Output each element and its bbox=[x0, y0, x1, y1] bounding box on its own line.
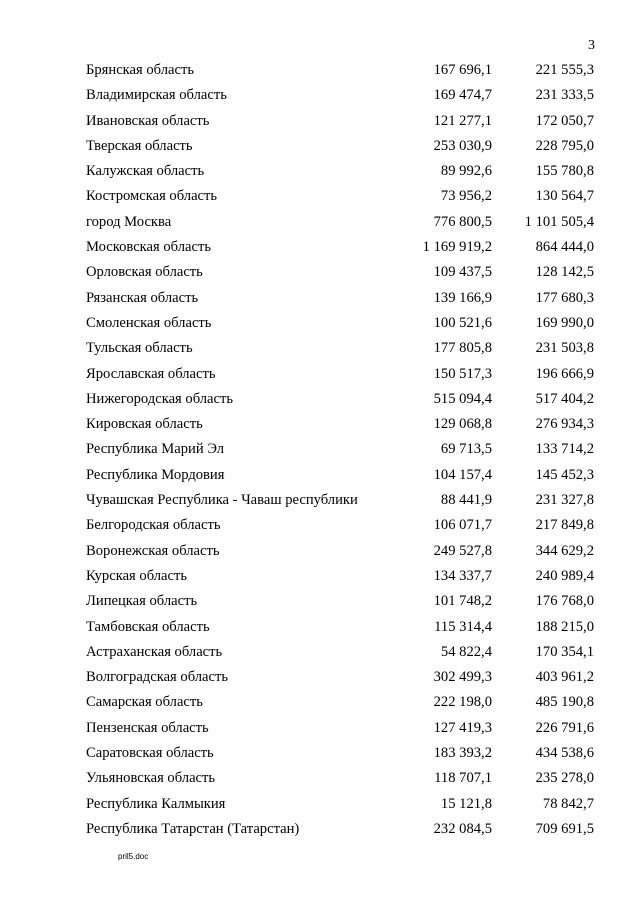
region-name: Республика Татарстан (Татарстан) bbox=[86, 820, 300, 837]
value-column-1: 776 800,5 bbox=[433, 213, 492, 230]
value-column-1: 183 393,2 bbox=[433, 745, 492, 762]
value-column-1: 253 030,9 bbox=[433, 137, 492, 154]
table-row bbox=[0, 741, 640, 766]
value-column-2: 231 333,5 bbox=[535, 87, 594, 104]
value-column-2: 517 404,2 bbox=[535, 390, 594, 407]
table-row bbox=[0, 184, 640, 209]
value-column-1: 118 707,1 bbox=[434, 770, 492, 787]
region-name: Рязанская область bbox=[86, 289, 199, 306]
value-column-2: 226 791,6 bbox=[535, 719, 594, 736]
value-column-2: 709 691,5 bbox=[535, 820, 594, 837]
value-column-1: 106 071,7 bbox=[433, 517, 492, 534]
table-row bbox=[0, 260, 640, 285]
region-name: Республика Калмыкия bbox=[86, 795, 226, 812]
region-name: Кировская область bbox=[86, 416, 203, 433]
region-name: Самарская область bbox=[86, 694, 203, 711]
region-name: Волгоградская область bbox=[86, 669, 229, 686]
value-column-1: 169 474,7 bbox=[433, 87, 492, 104]
region-name: Тульская область bbox=[86, 340, 193, 357]
region-name: Тверская область bbox=[86, 137, 193, 154]
table-row bbox=[0, 665, 640, 690]
value-column-1: 109 437,5 bbox=[433, 264, 492, 281]
region-name: Пензенская область bbox=[86, 719, 209, 736]
table-row bbox=[0, 134, 640, 159]
region-name: Саратовская область bbox=[86, 745, 214, 762]
region-name: Калужская область bbox=[86, 163, 205, 180]
table-row bbox=[0, 463, 640, 488]
table-row bbox=[0, 539, 640, 564]
region-name: Республика Марий Эл bbox=[86, 441, 225, 458]
table-row bbox=[0, 159, 640, 184]
value-column-2: 235 278,0 bbox=[535, 770, 594, 787]
value-column-2: 169 990,0 bbox=[535, 314, 594, 331]
value-column-1: 15 121,8 bbox=[440, 795, 492, 812]
value-column-1: 1 169 919,2 bbox=[422, 239, 492, 256]
value-column-2: 170 354,1 bbox=[535, 643, 594, 660]
value-column-2: 196 666,9 bbox=[535, 365, 594, 382]
table-row bbox=[0, 437, 640, 462]
value-column-2: 188 215,0 bbox=[535, 618, 594, 635]
value-column-1: 134 337,7 bbox=[433, 567, 492, 584]
value-column-2: 78 842,7 bbox=[542, 795, 594, 812]
region-name: Тамбовская область bbox=[86, 618, 210, 635]
value-column-2: 344 629,2 bbox=[535, 542, 594, 559]
value-column-2: 172 050,7 bbox=[535, 112, 594, 129]
value-column-1: 167 696,1 bbox=[433, 62, 492, 78]
value-column-2: 128 142,5 bbox=[535, 264, 594, 281]
table-row bbox=[0, 336, 640, 361]
table-row bbox=[0, 83, 640, 108]
value-column-1: 89 992,6 bbox=[440, 163, 492, 180]
region-name: Астраханская область bbox=[86, 643, 223, 660]
region-name: Воронежская область bbox=[86, 542, 220, 559]
region-name: Курская область bbox=[86, 567, 188, 584]
value-column-2: 221 555,3 bbox=[535, 62, 594, 78]
value-column-1: 129 068,8 bbox=[433, 416, 492, 433]
value-column-1: 100 521,6 bbox=[433, 314, 492, 331]
value-column-1: 104 157,4 bbox=[433, 466, 492, 483]
table-row bbox=[0, 564, 640, 589]
region-name: Московская область bbox=[86, 239, 212, 256]
value-column-1: 54 822,4 bbox=[440, 643, 492, 660]
value-column-1: 222 198,0 bbox=[433, 694, 492, 711]
region-name: Костромская область bbox=[86, 188, 218, 205]
table-row bbox=[0, 817, 640, 842]
value-column-1: 515 094,4 bbox=[433, 390, 492, 407]
value-column-1: 73 956,2 bbox=[440, 188, 492, 205]
region-name: Смоленская область bbox=[86, 314, 212, 331]
value-column-2: 228 795,0 bbox=[535, 137, 594, 154]
value-column-2: 145 452,3 bbox=[535, 466, 594, 483]
table-row bbox=[0, 513, 640, 538]
table-row bbox=[0, 792, 640, 817]
region-name: Чувашская Республика - Чаваш республики bbox=[86, 492, 358, 509]
table-row bbox=[0, 109, 640, 134]
value-column-1: 177 805,8 bbox=[433, 340, 492, 357]
value-column-1: 139 166,9 bbox=[433, 289, 492, 306]
table-row bbox=[0, 766, 640, 791]
table-row bbox=[0, 716, 640, 741]
value-column-2: 1 101 505,4 bbox=[524, 213, 594, 230]
region-name: Липецкая область bbox=[86, 593, 198, 610]
value-column-1: 150 517,3 bbox=[433, 365, 492, 382]
value-column-2: 133 714,2 bbox=[535, 441, 594, 458]
region-name: Орловская область bbox=[86, 264, 203, 281]
value-column-2: 130 564,7 bbox=[535, 188, 594, 205]
value-column-2: 231 503,8 bbox=[535, 340, 594, 357]
region-name: Ульяновская область bbox=[86, 770, 216, 787]
value-column-2: 177 680,3 bbox=[535, 289, 594, 306]
value-column-2: 240 989,4 bbox=[535, 567, 594, 584]
value-column-1: 232 084,5 bbox=[433, 820, 492, 837]
value-column-1: 302 499,3 bbox=[433, 669, 492, 686]
value-column-1: 115 314,4 bbox=[434, 618, 492, 635]
table-row bbox=[0, 58, 640, 83]
table-row bbox=[0, 589, 640, 614]
regions-table bbox=[0, 58, 640, 842]
value-column-2: 217 849,8 bbox=[535, 517, 594, 534]
region-name: Ярославская область bbox=[86, 365, 216, 382]
region-name: Белгородская область bbox=[86, 517, 221, 534]
table-row bbox=[0, 387, 640, 412]
value-column-2: 864 444,0 bbox=[535, 239, 594, 256]
region-name: Нижегородская область bbox=[86, 390, 234, 407]
value-column-2: 434 538,6 bbox=[535, 745, 594, 762]
region-name: город Москва bbox=[86, 213, 172, 230]
value-column-2: 403 961,2 bbox=[535, 669, 594, 686]
value-column-1: 101 748,2 bbox=[433, 593, 492, 610]
value-column-2: 155 780,8 bbox=[535, 163, 594, 180]
value-column-1: 121 277,1 bbox=[433, 112, 492, 129]
value-column-2: 176 768,0 bbox=[535, 593, 594, 610]
table-row bbox=[0, 210, 640, 235]
value-column-2: 231 327,8 bbox=[535, 492, 594, 509]
region-name: Ивановская область bbox=[86, 112, 210, 129]
value-column-1: 249 527,8 bbox=[433, 542, 492, 559]
table-row bbox=[0, 690, 640, 715]
table-row bbox=[0, 615, 640, 640]
value-column-2: 276 934,3 bbox=[535, 416, 594, 433]
region-name: Владимирская область bbox=[86, 87, 227, 104]
value-column-1: 69 713,5 bbox=[440, 441, 492, 458]
table-row bbox=[0, 362, 640, 387]
region-name: Брянская область bbox=[86, 62, 195, 78]
file-name-footer: pril5.doc bbox=[118, 852, 149, 861]
region-name: Республика Мордовия bbox=[86, 466, 225, 483]
table-row bbox=[0, 311, 640, 336]
table-row bbox=[0, 488, 640, 513]
table-row bbox=[0, 640, 640, 665]
value-column-1: 88 441,9 bbox=[440, 492, 492, 509]
value-column-2: 485 190,8 bbox=[535, 694, 594, 711]
page-number: 3 bbox=[588, 38, 595, 53]
table-row bbox=[0, 235, 640, 260]
value-column-1: 127 419,3 bbox=[433, 719, 492, 736]
table-row bbox=[0, 286, 640, 311]
table-row bbox=[0, 412, 640, 437]
